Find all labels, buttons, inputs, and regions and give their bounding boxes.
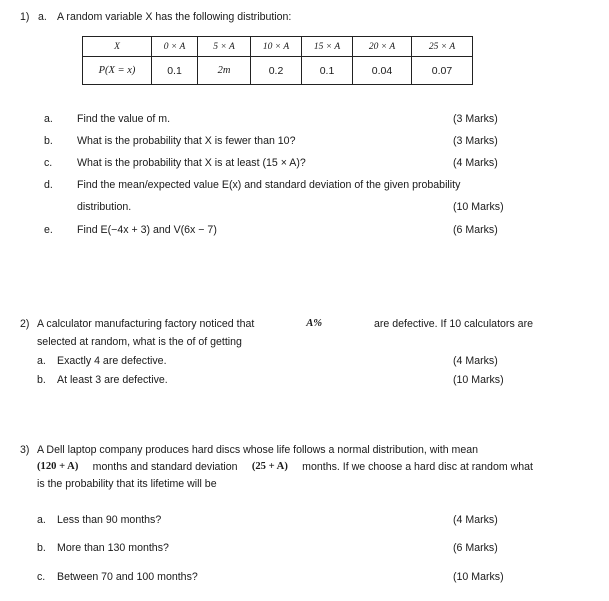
table-header-cell: 5 × A <box>198 37 251 57</box>
q2-part-marks: (10 Marks) <box>453 374 504 386</box>
table-cell: 0.2 <box>251 57 302 85</box>
q2-part-label: a. <box>37 355 46 367</box>
q2-percent-var: A% <box>306 318 323 329</box>
q1-part-label: d. <box>44 179 53 191</box>
table-cell: 0.1 <box>302 57 353 85</box>
q1-part-marks: (3 Marks) <box>453 135 498 147</box>
q3-line3: is the probability that its lifetime will be <box>37 478 217 490</box>
q1-part-label: c. <box>44 157 53 169</box>
q1-number: 1) <box>20 11 30 23</box>
q3-line2-mid: months and standard deviation <box>92 461 238 473</box>
q3-part-text: More than 130 months? <box>57 542 169 554</box>
q3-mean-expr: (120 + A) <box>37 461 79 472</box>
table-cell: 2m <box>198 57 251 85</box>
table-header-cell: 20 × A <box>353 37 412 57</box>
q1-part-marks: (4 Marks) <box>453 157 498 169</box>
q1-part-label: b. <box>44 135 53 147</box>
q1-part-text: distribution. <box>77 201 132 213</box>
q3-part-label: b. <box>37 542 46 554</box>
q1-part-text: Find the value of m. <box>77 113 171 125</box>
q2-line2: selected at random, what is the of of getting <box>37 336 242 348</box>
table-cell: 0.1 <box>152 57 198 85</box>
q3-part-label: a. <box>37 514 46 526</box>
q1-intro: A random variable X has the following distribution: <box>57 11 292 23</box>
q1-part-marks: (3 Marks) <box>453 113 498 125</box>
table-value-row <box>83 57 473 85</box>
table-cell: 0.04 <box>353 57 412 85</box>
q1-part-text: Find E(−4x + 3) and V(6x − 7) <box>77 224 217 236</box>
table-header-row <box>83 37 473 57</box>
q1-part-marks: (6 Marks) <box>453 224 498 236</box>
table-header-cell: 25 × A <box>412 37 473 57</box>
q3-sd-expr: (25 + A) <box>251 461 288 472</box>
q2-line1 <box>37 318 533 330</box>
q1-letter: a. <box>38 11 47 23</box>
q1-part-text: What is the probability that X is at least (15 × A)? <box>77 157 306 169</box>
q2-part-text: At least 3 are defective. <box>57 374 168 386</box>
q1-part-text: What is the probability that X is fewer than 10? <box>77 135 296 147</box>
q3-part-marks: (10 Marks) <box>453 571 504 583</box>
q2-line1-end: are defective. If 10 calculators are <box>374 318 533 330</box>
q2-number: 2) <box>20 318 30 330</box>
q3-line1-text: A Dell laptop company produces hard discs whose life follows a normal distribution, with mean <box>37 444 479 456</box>
q2-part-text: Exactly 4 are defective. <box>57 355 167 367</box>
q3-part-label: c. <box>37 571 46 583</box>
q3-line1 <box>37 444 533 456</box>
table-header-cell: 0 × A <box>152 37 198 57</box>
q2-part-label: b. <box>37 374 46 386</box>
table-header-cell: 15 × A <box>302 37 353 57</box>
q3-line2-end: months. If we choose a hard disc at random what <box>302 461 533 473</box>
q3-number: 3) <box>20 444 30 456</box>
distribution-table <box>82 36 473 85</box>
table-header-cell: X <box>83 37 152 57</box>
q1-part-marks: (10 Marks) <box>453 201 504 213</box>
q3-part-text: Less than 90 months? <box>57 514 162 526</box>
q1-part-text: Find the mean/expected value E(x) and standard deviation of the given probability <box>77 179 461 191</box>
q2-part-marks: (4 Marks) <box>453 355 498 367</box>
q3-part-marks: (6 Marks) <box>453 542 498 554</box>
q2-line1-start: A calculator manufacturing factory noticed that <box>37 318 255 330</box>
q3-part-marks: (4 Marks) <box>453 514 498 526</box>
q1-part-label: a. <box>44 113 53 125</box>
table-header-cell: 10 × A <box>251 37 302 57</box>
q1-part-label: e. <box>44 224 53 236</box>
table-cell: 0.07 <box>412 57 473 85</box>
table-cell: P(X = x) <box>83 57 152 85</box>
q3-part-text: Between 70 and 100 months? <box>57 571 198 583</box>
q3-line2 <box>37 461 533 473</box>
